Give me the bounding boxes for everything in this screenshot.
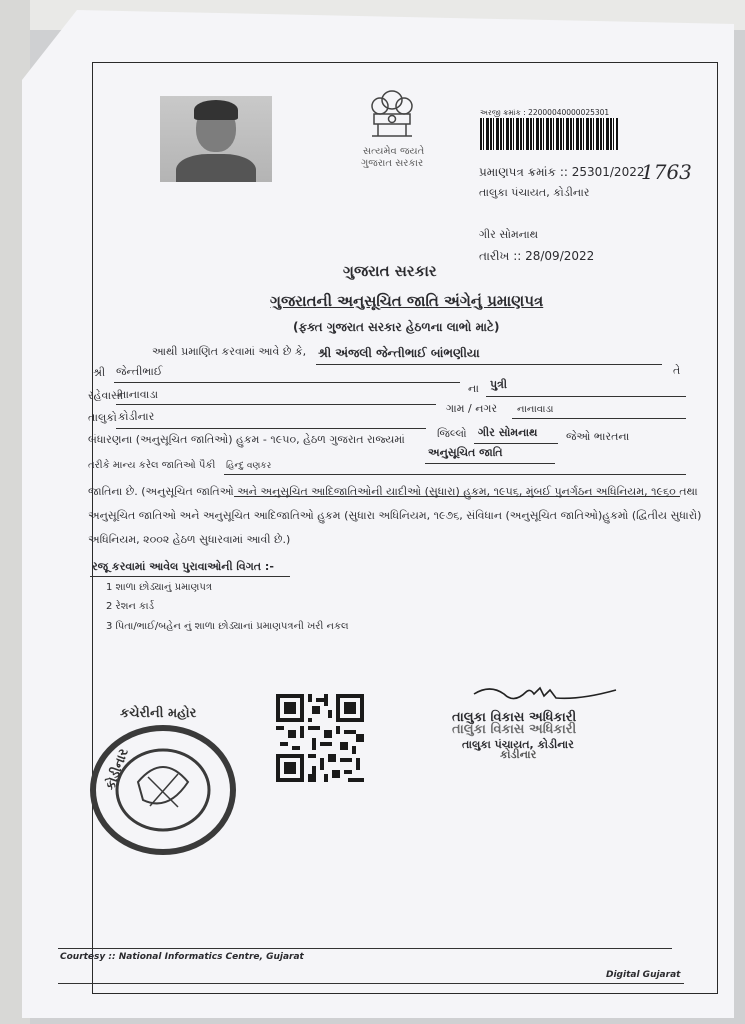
footer-rule-top xyxy=(58,948,672,949)
photo-hair xyxy=(194,100,238,120)
office-line-2: ગીર સોમનાથ xyxy=(479,228,539,241)
barcode xyxy=(480,118,618,150)
father-name: જેન્તીભાઈ xyxy=(116,365,163,378)
district-underline xyxy=(474,443,558,444)
office-line-1: તાલુકા પંચાયત, કોડીનાર xyxy=(479,186,590,199)
district-value: ગીર સોમનાથ xyxy=(478,426,538,439)
te-label: તે xyxy=(673,364,681,377)
certify-prefix: આથી પ્રમાણિત કરવામાં આવે છે કે, xyxy=(152,345,307,358)
na-label: ના xyxy=(468,382,479,395)
paragraph-line-2: અનુસૂચિત જાતિઓ અને અનુસૂચિત આદિજાતિઓ હુકમ (સુધારા અધિનિયમ, ૧૯૭૬, સંવિધાન (અનુસૂચિત જાતિઓ)હુકમો (દ્વિતીય સુધારો) xyxy=(88,509,702,522)
shri-label: શ્રી xyxy=(93,366,106,379)
signatory-title: તાલુકા વિકાસ અધિકારી xyxy=(452,710,577,725)
gam-value: નાનાવાડા xyxy=(517,404,554,415)
order-text: બંધારણના (અનુસૂચિત જાતિઓ) હુકમ - ૧૯૫૦, હેઠળ ગુજરાત રાજ્યમાં xyxy=(88,433,405,446)
caste-underline xyxy=(425,463,555,464)
document-item: 3 પિતા/ભાઈ/બહેન નું શાળા છોડ્યાનાં પ્રમાણપત્રની ખરી નકલ xyxy=(106,621,349,632)
gam-underline xyxy=(512,418,686,419)
certificate-title: ગુજરાતની અનુસૂચિત જાતિ અંગેનું પ્રમાણપત્ર xyxy=(270,292,544,310)
footer-rule-bottom xyxy=(58,983,684,984)
applicant-name: શ્રી અંજલી જેન્તીભાઈ બાંભણીયા xyxy=(318,346,480,360)
application-number: અરજી ક્રમાંક : 22000040000025301 xyxy=(480,108,610,117)
footer-courtesy: Courtesy :: National Informatics Centre, Gujarat xyxy=(60,952,304,962)
office-seal-label: કચેરીની મહોર xyxy=(120,706,197,721)
taluka-label: તાલુકો xyxy=(88,411,117,424)
taluka-value: કોડીનાર xyxy=(118,410,155,423)
district-label: જિલ્લો xyxy=(437,427,467,440)
emblem-caption-2: ગુજરાત સરકાર xyxy=(361,158,424,169)
issue-date: તારીખ :: 28/09/2022 xyxy=(479,249,595,263)
gam-label: ગામ / નગર xyxy=(446,402,498,415)
caste-value-underline xyxy=(224,474,686,475)
applicant-photo xyxy=(160,96,272,182)
documents-heading: રજૂ કરવામાં આવેલ પુરાવાઓની વિગત :- xyxy=(92,560,274,573)
paragraph-line-1: જાતિના છે. (અનુસૂચિત જાતિઓ અને અનુસૂચિત આદિજાતિઓની યાદીઓ (સુધારા) હુકમ, ૧૯૫૬, મુંબઈ પુનર્ગઠન અધિનિયમ, ૧૯૬૦ તથા xyxy=(88,485,698,498)
name-underline xyxy=(316,364,662,365)
signatory-stamp-place: કોડીનાર xyxy=(500,748,537,761)
father-underline xyxy=(114,382,460,383)
photo-body xyxy=(176,154,256,182)
village-value: નાનાવાડા xyxy=(118,388,159,401)
signatory-office: તાલુકા પંચાયત, કોડીનાર xyxy=(462,738,574,751)
signatory-stamp: તાલુકા વિકાસ અધિકારી xyxy=(452,722,577,737)
certificate-subtitle: (ફક્ત ગુજરાત સરકાર હેઠળના લાભો માટે) xyxy=(293,320,500,334)
seal-ring-text: કોડીનાર xyxy=(103,746,132,793)
paragraph-line-3: અધિનિયમ, ૨૦૦૨ હેઠળ સુધારવામાં આવી છે.) xyxy=(88,533,291,546)
certificate-number: પ્રમાણપત્ર ક્રમાંક :: 25301/2022 xyxy=(479,165,645,179)
handwritten-number: 1763 xyxy=(641,160,692,184)
document-item: 2 રેશન કાર્ડ xyxy=(106,601,155,612)
taluka-underline xyxy=(116,428,426,429)
jeo-label: જેઓ ભારતના xyxy=(566,430,630,443)
footer-brand: Digital Gujarat xyxy=(606,970,681,980)
government-title: ગુજરાત સરકાર xyxy=(343,262,437,280)
documents-underline xyxy=(90,576,290,577)
village-underline xyxy=(116,404,436,405)
relation-value: પુત્રી xyxy=(490,378,508,391)
caste-value: હિન્દુ વણકર xyxy=(226,461,272,471)
relation-underline xyxy=(486,396,686,397)
qr-code-icon xyxy=(276,694,364,782)
resident-label: રહેવાસી xyxy=(88,389,124,402)
scheduled-caste: અનુસૂચિત જાતિ xyxy=(428,446,503,459)
document-item: 1 શાળા છોડ્યાનું પ્રમાણપત્ર xyxy=(106,582,212,593)
emblem-caption-1: સત્યમેવ જયતે xyxy=(363,146,425,157)
tarike-label: તરીકે માન્ય કરેલ જાતિઓ પૈકી xyxy=(88,460,216,471)
